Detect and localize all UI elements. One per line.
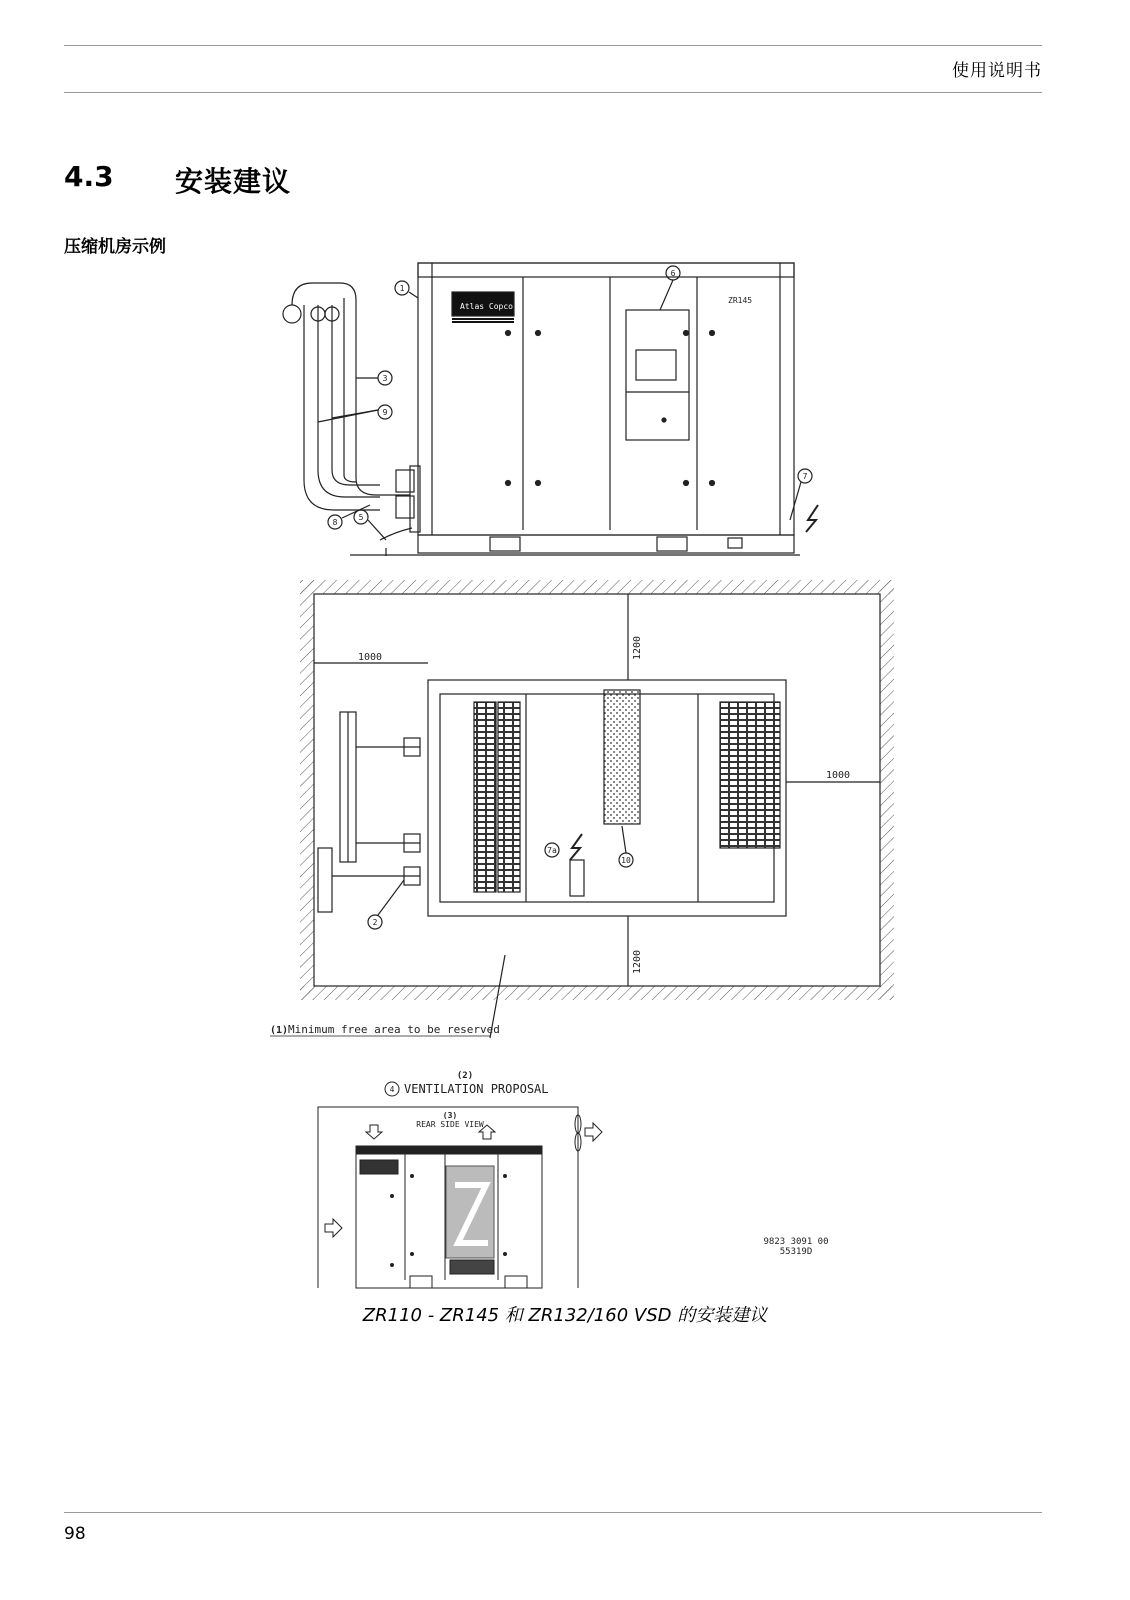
doc-code: 55319D bbox=[779, 1247, 813, 1257]
plan-view bbox=[270, 580, 894, 1038]
front-brand-label: Atlas Copco bbox=[460, 302, 513, 311]
callout-2: 2 bbox=[372, 918, 378, 927]
footer-rule bbox=[64, 1512, 1042, 1513]
section-number: 4.3 bbox=[64, 160, 114, 193]
note-text: Minimum free area to be reserved bbox=[288, 1023, 500, 1036]
callout-10: 10 bbox=[621, 856, 631, 865]
callout-6: 6 bbox=[670, 269, 676, 278]
dim-bottom-label: 1200 bbox=[632, 949, 643, 975]
callout-8: 8 bbox=[332, 518, 338, 527]
marker-2: (2) bbox=[456, 1071, 474, 1081]
section-title: 安装建议 bbox=[175, 165, 292, 198]
subheading: 压缩机房示例 bbox=[64, 237, 166, 257]
ventilation-title: VENTILATION PROPOSAL bbox=[404, 1082, 549, 1096]
page-number: 98 bbox=[64, 1524, 86, 1544]
callout-7a: 7a bbox=[547, 846, 557, 855]
doc-number: 9823 3091 00 bbox=[763, 1237, 829, 1247]
front-callout-numbers bbox=[333, 269, 808, 527]
marker-3: (3) bbox=[442, 1111, 458, 1120]
dim-left-label: 1000 bbox=[357, 652, 383, 663]
callout-5: 5 bbox=[358, 513, 364, 522]
dim-right-label: 1000 bbox=[825, 770, 851, 781]
figure-caption: ZR110 - ZR145 和 ZR132/160 VSD 的安装建议 bbox=[362, 1305, 768, 1326]
header-title: 使用说明书 bbox=[952, 61, 1042, 81]
callout-4: 4 bbox=[389, 1085, 395, 1094]
callout-1: 1 bbox=[399, 284, 405, 293]
callout-3: 3 bbox=[382, 374, 388, 383]
ventilation-diagram bbox=[318, 1082, 602, 1288]
front-model-label: ZR145 bbox=[728, 296, 753, 305]
callout-7: 7 bbox=[802, 472, 808, 481]
note-marker: (1) bbox=[270, 1025, 289, 1036]
dim-top-label: 1200 bbox=[632, 635, 643, 661]
ventilation-subtitle: REAR SIDE VIEW bbox=[416, 1120, 484, 1129]
callout-9: 9 bbox=[382, 408, 388, 417]
